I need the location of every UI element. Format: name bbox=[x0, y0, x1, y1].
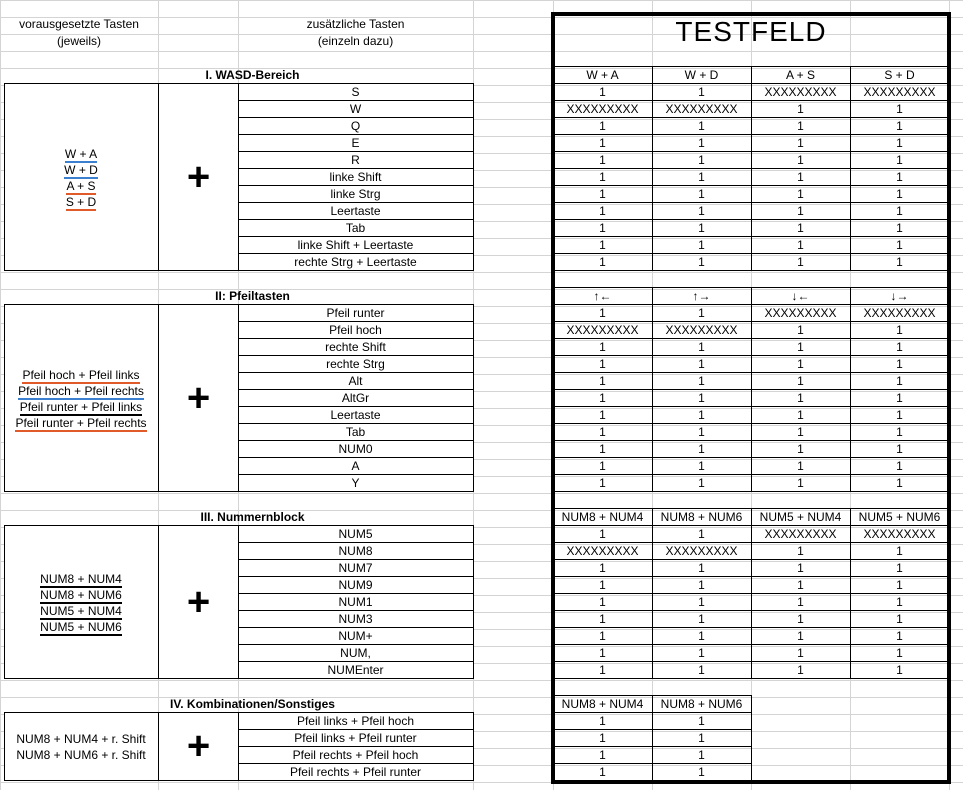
test-header[interactable]: W + D bbox=[684, 68, 719, 82]
value-cell[interactable]: 1 bbox=[599, 425, 606, 439]
test-row-line bbox=[553, 780, 752, 781]
value-cell[interactable]: 1 bbox=[797, 408, 804, 422]
key-cell[interactable]: S bbox=[351, 85, 360, 99]
value-cell[interactable]: 1 bbox=[698, 731, 705, 745]
value-cell[interactable]: 1 bbox=[797, 442, 804, 456]
key-cell[interactable]: A bbox=[351, 459, 360, 473]
value-cell[interactable]: 1 bbox=[797, 578, 804, 592]
combo-label: A + S bbox=[66, 179, 96, 193]
combo-label: NUM5 + NUM6 bbox=[40, 620, 122, 634]
key-cell[interactable]: Q bbox=[350, 119, 361, 133]
value-cell[interactable]: 1 bbox=[896, 153, 903, 167]
key-cell[interactable]: Tab bbox=[345, 221, 366, 235]
value-cell[interactable]: 1 bbox=[599, 442, 606, 456]
key-cell[interactable]: Leertaste bbox=[330, 204, 381, 218]
key-cell[interactable]: NUM7 bbox=[338, 561, 373, 575]
value-cell[interactable]: 1 bbox=[599, 221, 606, 235]
value-cell[interactable]: 1 bbox=[599, 629, 606, 643]
value-cell[interactable]: 1 bbox=[698, 187, 705, 201]
value-cell[interactable]: 1 bbox=[599, 561, 606, 575]
value-cell[interactable]: 1 bbox=[698, 714, 705, 728]
value-cell[interactable]: 1 bbox=[698, 357, 705, 371]
test-col-line bbox=[652, 508, 653, 678]
value-cell[interactable]: 1 bbox=[797, 646, 804, 660]
key-cell[interactable]: Alt bbox=[348, 374, 363, 388]
value-cell[interactable]: 1 bbox=[599, 340, 606, 354]
test-col-line bbox=[850, 66, 851, 270]
test-row-line bbox=[553, 491, 950, 492]
value-cell[interactable]: 1 bbox=[698, 578, 705, 592]
value-cell[interactable]: 1 bbox=[698, 459, 705, 473]
test-col-line bbox=[751, 695, 752, 780]
value-cell[interactable]: 1 bbox=[698, 476, 705, 490]
value-cell[interactable]: 1 bbox=[599, 612, 606, 626]
key-cell[interactable]: NUM3 bbox=[338, 612, 373, 626]
header-col1-line2[interactable]: (jeweils) bbox=[56, 34, 101, 48]
value-cell[interactable]: 1 bbox=[797, 221, 804, 235]
value-cell[interactable]: 1 bbox=[797, 357, 804, 371]
value-cell[interactable]: XXXXXXXXX bbox=[665, 544, 738, 558]
value-cell[interactable]: 1 bbox=[698, 170, 705, 184]
plus-sign: + bbox=[186, 375, 211, 420]
combo-item[interactable] bbox=[5, 383, 157, 400]
value-cell[interactable]: 1 bbox=[599, 714, 606, 728]
value-cell[interactable]: 1 bbox=[797, 255, 804, 269]
value-cell[interactable]: 1 bbox=[698, 136, 705, 150]
value-cell[interactable]: 1 bbox=[599, 238, 606, 252]
section-title[interactable]: I. WASD-Bereich bbox=[205, 68, 300, 82]
value-cell[interactable]: 1 bbox=[599, 748, 606, 762]
combo-item[interactable] bbox=[5, 415, 157, 432]
value-cell[interactable]: 1 bbox=[797, 153, 804, 167]
value-cell[interactable]: 1 bbox=[698, 306, 705, 320]
gridline-h bbox=[0, 493, 963, 494]
value-cell[interactable]: XXXXXXXXX bbox=[566, 544, 639, 558]
value-cell[interactable]: 1 bbox=[599, 170, 606, 184]
test-col-line bbox=[850, 508, 851, 678]
value-cell[interactable]: XXXXXXXXX bbox=[863, 85, 936, 99]
value-cell[interactable]: 1 bbox=[797, 238, 804, 252]
combo-item[interactable] bbox=[5, 587, 157, 604]
test-row-line bbox=[553, 270, 950, 271]
test-col-line bbox=[553, 66, 554, 270]
value-cell[interactable]: 1 bbox=[797, 119, 804, 133]
value-cell[interactable]: 1 bbox=[896, 119, 903, 133]
key-cell[interactable]: linke Strg bbox=[330, 187, 381, 201]
combo-label: W + D bbox=[64, 163, 98, 177]
test-col-line bbox=[751, 287, 752, 491]
key-cell[interactable]: rechte Shift bbox=[325, 340, 386, 354]
section-title[interactable]: II: Pfeiltasten bbox=[215, 289, 290, 303]
value-cell[interactable]: 1 bbox=[698, 748, 705, 762]
header-col2-line1[interactable]: zusätzliche Tasten bbox=[306, 17, 405, 31]
test-row-line bbox=[553, 678, 950, 679]
key-cell[interactable]: NUMEnter bbox=[327, 663, 384, 677]
key-cell[interactable]: rechte Strg bbox=[326, 357, 385, 371]
value-cell[interactable]: 1 bbox=[896, 561, 903, 575]
combo-label: NUM5 + NUM4 bbox=[40, 604, 122, 618]
value-cell[interactable]: 1 bbox=[698, 561, 705, 575]
combo-label: Pfeil hoch + Pfeil rechts bbox=[18, 384, 144, 398]
value-cell[interactable]: 1 bbox=[599, 306, 606, 320]
value-cell[interactable]: 1 bbox=[896, 408, 903, 422]
value-cell[interactable]: 1 bbox=[896, 544, 903, 558]
key-cell[interactable]: NUM, bbox=[340, 646, 371, 660]
value-cell[interactable]: 1 bbox=[896, 238, 903, 252]
plus-sign: + bbox=[186, 724, 211, 768]
testfeld-title[interactable]: TESTFELD bbox=[675, 16, 827, 47]
test-col-line bbox=[949, 66, 950, 270]
value-cell[interactable]: 1 bbox=[896, 357, 903, 371]
combo-item[interactable] bbox=[5, 162, 157, 179]
value-cell[interactable]: 1 bbox=[599, 391, 606, 405]
test-col-line bbox=[850, 287, 851, 491]
value-cell[interactable]: 1 bbox=[599, 408, 606, 422]
value-cell[interactable]: 1 bbox=[698, 153, 705, 167]
value-cell[interactable]: 1 bbox=[698, 374, 705, 388]
test-header[interactable]: NUM8 + NUM4 bbox=[561, 510, 644, 524]
test-col-line bbox=[751, 508, 752, 678]
value-cell[interactable]: 1 bbox=[599, 476, 606, 490]
section-title[interactable]: III. Nummernblock bbox=[200, 510, 305, 524]
key-cell[interactable]: Pfeil runter bbox=[326, 306, 385, 320]
combo-item[interactable] bbox=[5, 146, 157, 163]
value-cell[interactable]: XXXXXXXXX bbox=[665, 323, 738, 337]
combo-label: W + A bbox=[64, 147, 98, 161]
value-cell[interactable]: 1 bbox=[698, 663, 705, 677]
combo-label: Pfeil runter + Pfeil links bbox=[19, 400, 143, 414]
gridline-h bbox=[0, 51, 963, 52]
key-cell[interactable]: Pfeil hoch bbox=[329, 323, 382, 337]
test-header[interactable]: S + D bbox=[884, 68, 915, 82]
value-cell[interactable]: 1 bbox=[896, 425, 903, 439]
value-cell[interactable]: 1 bbox=[797, 561, 804, 575]
combo-label: S + D bbox=[65, 195, 97, 209]
key-cell[interactable]: NUM5 bbox=[338, 527, 373, 541]
combo-label: NUM8 + NUM6 bbox=[40, 588, 122, 602]
value-cell[interactable]: 1 bbox=[797, 391, 804, 405]
test-col-line bbox=[553, 508, 554, 678]
test-col-line bbox=[751, 66, 752, 270]
value-cell[interactable]: 1 bbox=[797, 612, 804, 626]
value-cell[interactable]: 1 bbox=[797, 374, 804, 388]
value-cell[interactable]: 1 bbox=[896, 646, 903, 660]
gridline-h bbox=[0, 272, 963, 273]
combo-label: Pfeil runter + Pfeil rechts bbox=[15, 416, 147, 430]
test-col-line bbox=[652, 66, 653, 270]
test-col-line bbox=[652, 287, 653, 491]
test-header[interactable]: NUM5 + NUM6 bbox=[858, 510, 941, 524]
value-cell[interactable]: 1 bbox=[896, 663, 903, 677]
value-cell[interactable]: 1 bbox=[797, 476, 804, 490]
key-cell[interactable]: Pfeil links + Pfeil hoch bbox=[296, 714, 415, 728]
key-cell[interactable]: W bbox=[349, 102, 362, 116]
value-cell[interactable]: XXXXXXXXX bbox=[863, 527, 936, 541]
value-cell[interactable]: 1 bbox=[896, 612, 903, 626]
plus-sign: + bbox=[186, 579, 211, 624]
combo-item[interactable] bbox=[5, 194, 157, 211]
value-cell[interactable]: 1 bbox=[599, 204, 606, 218]
section-title[interactable]: IV. Kombinationen/Sonstiges bbox=[170, 697, 335, 711]
value-cell[interactable]: 1 bbox=[599, 663, 606, 677]
value-cell[interactable]: 1 bbox=[896, 187, 903, 201]
value-cell[interactable]: 1 bbox=[599, 578, 606, 592]
combo-label: Pfeil hoch + Pfeil links bbox=[22, 368, 140, 382]
key-cell[interactable]: Pfeil rechts + Pfeil runter bbox=[289, 765, 422, 779]
gridline-h bbox=[0, 782, 963, 783]
test-col-line bbox=[553, 695, 554, 780]
value-cell[interactable]: 1 bbox=[896, 595, 903, 609]
value-cell[interactable]: 1 bbox=[896, 102, 903, 116]
key-cell[interactable]: rechte Strg + Leertaste bbox=[294, 255, 417, 269]
test-header[interactable]: NUM8 + NUM4 bbox=[561, 697, 644, 711]
value-cell[interactable]: XXXXXXXXX bbox=[863, 306, 936, 320]
value-cell[interactable]: 1 bbox=[896, 204, 903, 218]
header-col1-line1[interactable]: vorausgesetzte Tasten bbox=[19, 17, 139, 31]
value-cell[interactable]: 1 bbox=[599, 374, 606, 388]
value-cell[interactable]: 1 bbox=[896, 476, 903, 490]
value-cell[interactable]: XXXXXXXXX bbox=[764, 306, 837, 320]
combo-item[interactable] bbox=[5, 571, 157, 588]
value-cell[interactable]: 1 bbox=[698, 765, 705, 779]
test-col-line bbox=[652, 695, 653, 780]
gridline-h bbox=[0, 680, 963, 681]
value-cell[interactable]: 1 bbox=[698, 425, 705, 439]
combo-item[interactable] bbox=[5, 747, 157, 763]
combo-label: NUM8 + NUM4 bbox=[40, 572, 122, 586]
key-cell[interactable]: Y bbox=[351, 476, 360, 490]
value-cell[interactable]: 1 bbox=[599, 136, 606, 150]
value-cell[interactable]: 1 bbox=[698, 221, 705, 235]
plus-sign: + bbox=[186, 154, 211, 199]
value-cell[interactable]: 1 bbox=[896, 255, 903, 269]
combo-item[interactable] bbox=[5, 399, 157, 416]
combo-item[interactable] bbox=[5, 619, 157, 636]
value-cell[interactable]: XXXXXXXXX bbox=[566, 323, 639, 337]
combo-item[interactable] bbox=[5, 731, 157, 747]
value-cell[interactable]: 1 bbox=[797, 323, 804, 337]
test-header[interactable]: NUM8 + NUM6 bbox=[660, 510, 743, 524]
value-cell[interactable]: 1 bbox=[698, 408, 705, 422]
value-cell[interactable]: 1 bbox=[698, 119, 705, 133]
value-cell[interactable]: XXXXXXXXX bbox=[764, 527, 837, 541]
value-cell[interactable]: 1 bbox=[599, 459, 606, 473]
value-cell[interactable]: 1 bbox=[797, 340, 804, 354]
value-cell[interactable]: 1 bbox=[698, 238, 705, 252]
test-header[interactable]: ↓← bbox=[791, 289, 810, 303]
value-cell[interactable]: 1 bbox=[599, 595, 606, 609]
value-cell[interactable]: 1 bbox=[797, 663, 804, 677]
key-cell[interactable]: Pfeil rechts + Pfeil hoch bbox=[292, 748, 419, 762]
gridline-h bbox=[0, 0, 963, 1]
value-cell[interactable]: 1 bbox=[797, 425, 804, 439]
combo-item[interactable] bbox=[5, 367, 157, 384]
key-cell[interactable]: NUM9 bbox=[338, 578, 373, 592]
test-header[interactable]: A + S bbox=[785, 68, 816, 82]
value-cell[interactable]: 1 bbox=[599, 527, 606, 541]
value-cell[interactable]: 1 bbox=[698, 442, 705, 456]
value-cell[interactable]: 1 bbox=[896, 170, 903, 184]
test-header[interactable]: ↑→ bbox=[692, 289, 711, 303]
value-cell[interactable]: 1 bbox=[698, 391, 705, 405]
test-col-line bbox=[553, 287, 554, 491]
test-header[interactable]: NUM8 + NUM6 bbox=[660, 697, 743, 711]
value-cell[interactable]: 1 bbox=[896, 578, 903, 592]
value-cell[interactable]: 1 bbox=[599, 765, 606, 779]
value-cell[interactable]: 1 bbox=[896, 629, 903, 643]
value-cell[interactable]: 1 bbox=[698, 629, 705, 643]
combo-item[interactable] bbox=[5, 178, 157, 195]
value-cell[interactable]: 1 bbox=[797, 544, 804, 558]
header-col2-line2[interactable]: (einzeln dazu) bbox=[317, 34, 394, 48]
key-cell[interactable]: Tab bbox=[345, 425, 366, 439]
value-cell[interactable]: 1 bbox=[797, 629, 804, 643]
value-cell[interactable]: 1 bbox=[698, 595, 705, 609]
combo-label: NUM8 + NUM6 + r. Shift bbox=[16, 748, 146, 762]
value-cell[interactable]: 1 bbox=[698, 204, 705, 218]
value-cell[interactable]: 1 bbox=[797, 187, 804, 201]
key-cell[interactable]: E bbox=[351, 136, 360, 150]
value-cell[interactable]: 1 bbox=[797, 136, 804, 150]
key-cell[interactable]: linke Shift bbox=[329, 170, 382, 184]
key-cell[interactable]: AltGr bbox=[341, 391, 370, 405]
value-cell[interactable]: 1 bbox=[896, 323, 903, 337]
value-cell[interactable]: 1 bbox=[896, 136, 903, 150]
value-cell[interactable]: 1 bbox=[599, 119, 606, 133]
combo-item[interactable] bbox=[5, 603, 157, 620]
value-cell[interactable]: 1 bbox=[599, 646, 606, 660]
test-header[interactable]: ↑← bbox=[593, 289, 612, 303]
value-cell[interactable]: 1 bbox=[896, 221, 903, 235]
key-cell[interactable]: linke Shift + Leertaste bbox=[297, 238, 414, 252]
value-cell[interactable]: 1 bbox=[698, 340, 705, 354]
key-cell[interactable]: Leertaste bbox=[330, 408, 381, 422]
gridline-v bbox=[0, 0, 1, 790]
test-header[interactable]: W + A bbox=[586, 68, 619, 82]
value-cell[interactable]: 1 bbox=[896, 340, 903, 354]
value-cell[interactable]: 1 bbox=[698, 612, 705, 626]
key-cell[interactable]: Pfeil links + Pfeil runter bbox=[294, 731, 417, 745]
combo-label: NUM8 + NUM4 + r. Shift bbox=[16, 732, 146, 746]
value-cell[interactable]: 1 bbox=[698, 646, 705, 660]
test-col-line bbox=[949, 508, 950, 678]
key-cell[interactable]: NUM+ bbox=[338, 629, 373, 643]
key-cell[interactable]: NUM1 bbox=[338, 595, 373, 609]
key-cell[interactable]: R bbox=[351, 153, 360, 167]
value-cell[interactable]: 1 bbox=[896, 374, 903, 388]
value-cell[interactable]: 1 bbox=[599, 357, 606, 371]
value-cell[interactable]: 1 bbox=[896, 391, 903, 405]
value-cell[interactable]: 1 bbox=[797, 595, 804, 609]
test-header[interactable]: NUM5 + NUM4 bbox=[759, 510, 842, 524]
value-cell[interactable]: 1 bbox=[599, 731, 606, 745]
value-cell[interactable]: 1 bbox=[797, 459, 804, 473]
value-cell[interactable]: 1 bbox=[797, 170, 804, 184]
value-cell[interactable]: 1 bbox=[698, 85, 705, 99]
value-cell[interactable]: 1 bbox=[599, 153, 606, 167]
value-cell[interactable]: 1 bbox=[599, 187, 606, 201]
test-col-line bbox=[949, 287, 950, 491]
test-header[interactable]: ↓→ bbox=[890, 289, 909, 303]
value-cell[interactable]: 1 bbox=[698, 255, 705, 269]
value-cell[interactable]: 1 bbox=[599, 255, 606, 269]
key-cell[interactable]: NUM0 bbox=[338, 442, 373, 456]
value-cell[interactable]: 1 bbox=[797, 102, 804, 116]
value-cell[interactable]: 1 bbox=[896, 459, 903, 473]
value-cell[interactable]: XXXXXXXXX bbox=[665, 102, 738, 116]
value-cell[interactable]: 1 bbox=[896, 442, 903, 456]
value-cell[interactable]: XXXXXXXXX bbox=[566, 102, 639, 116]
value-cell[interactable]: 1 bbox=[797, 204, 804, 218]
value-cell[interactable]: 1 bbox=[599, 85, 606, 99]
value-cell[interactable]: 1 bbox=[698, 527, 705, 541]
key-cell[interactable]: NUM8 bbox=[338, 544, 373, 558]
value-cell[interactable]: XXXXXXXXX bbox=[764, 85, 837, 99]
